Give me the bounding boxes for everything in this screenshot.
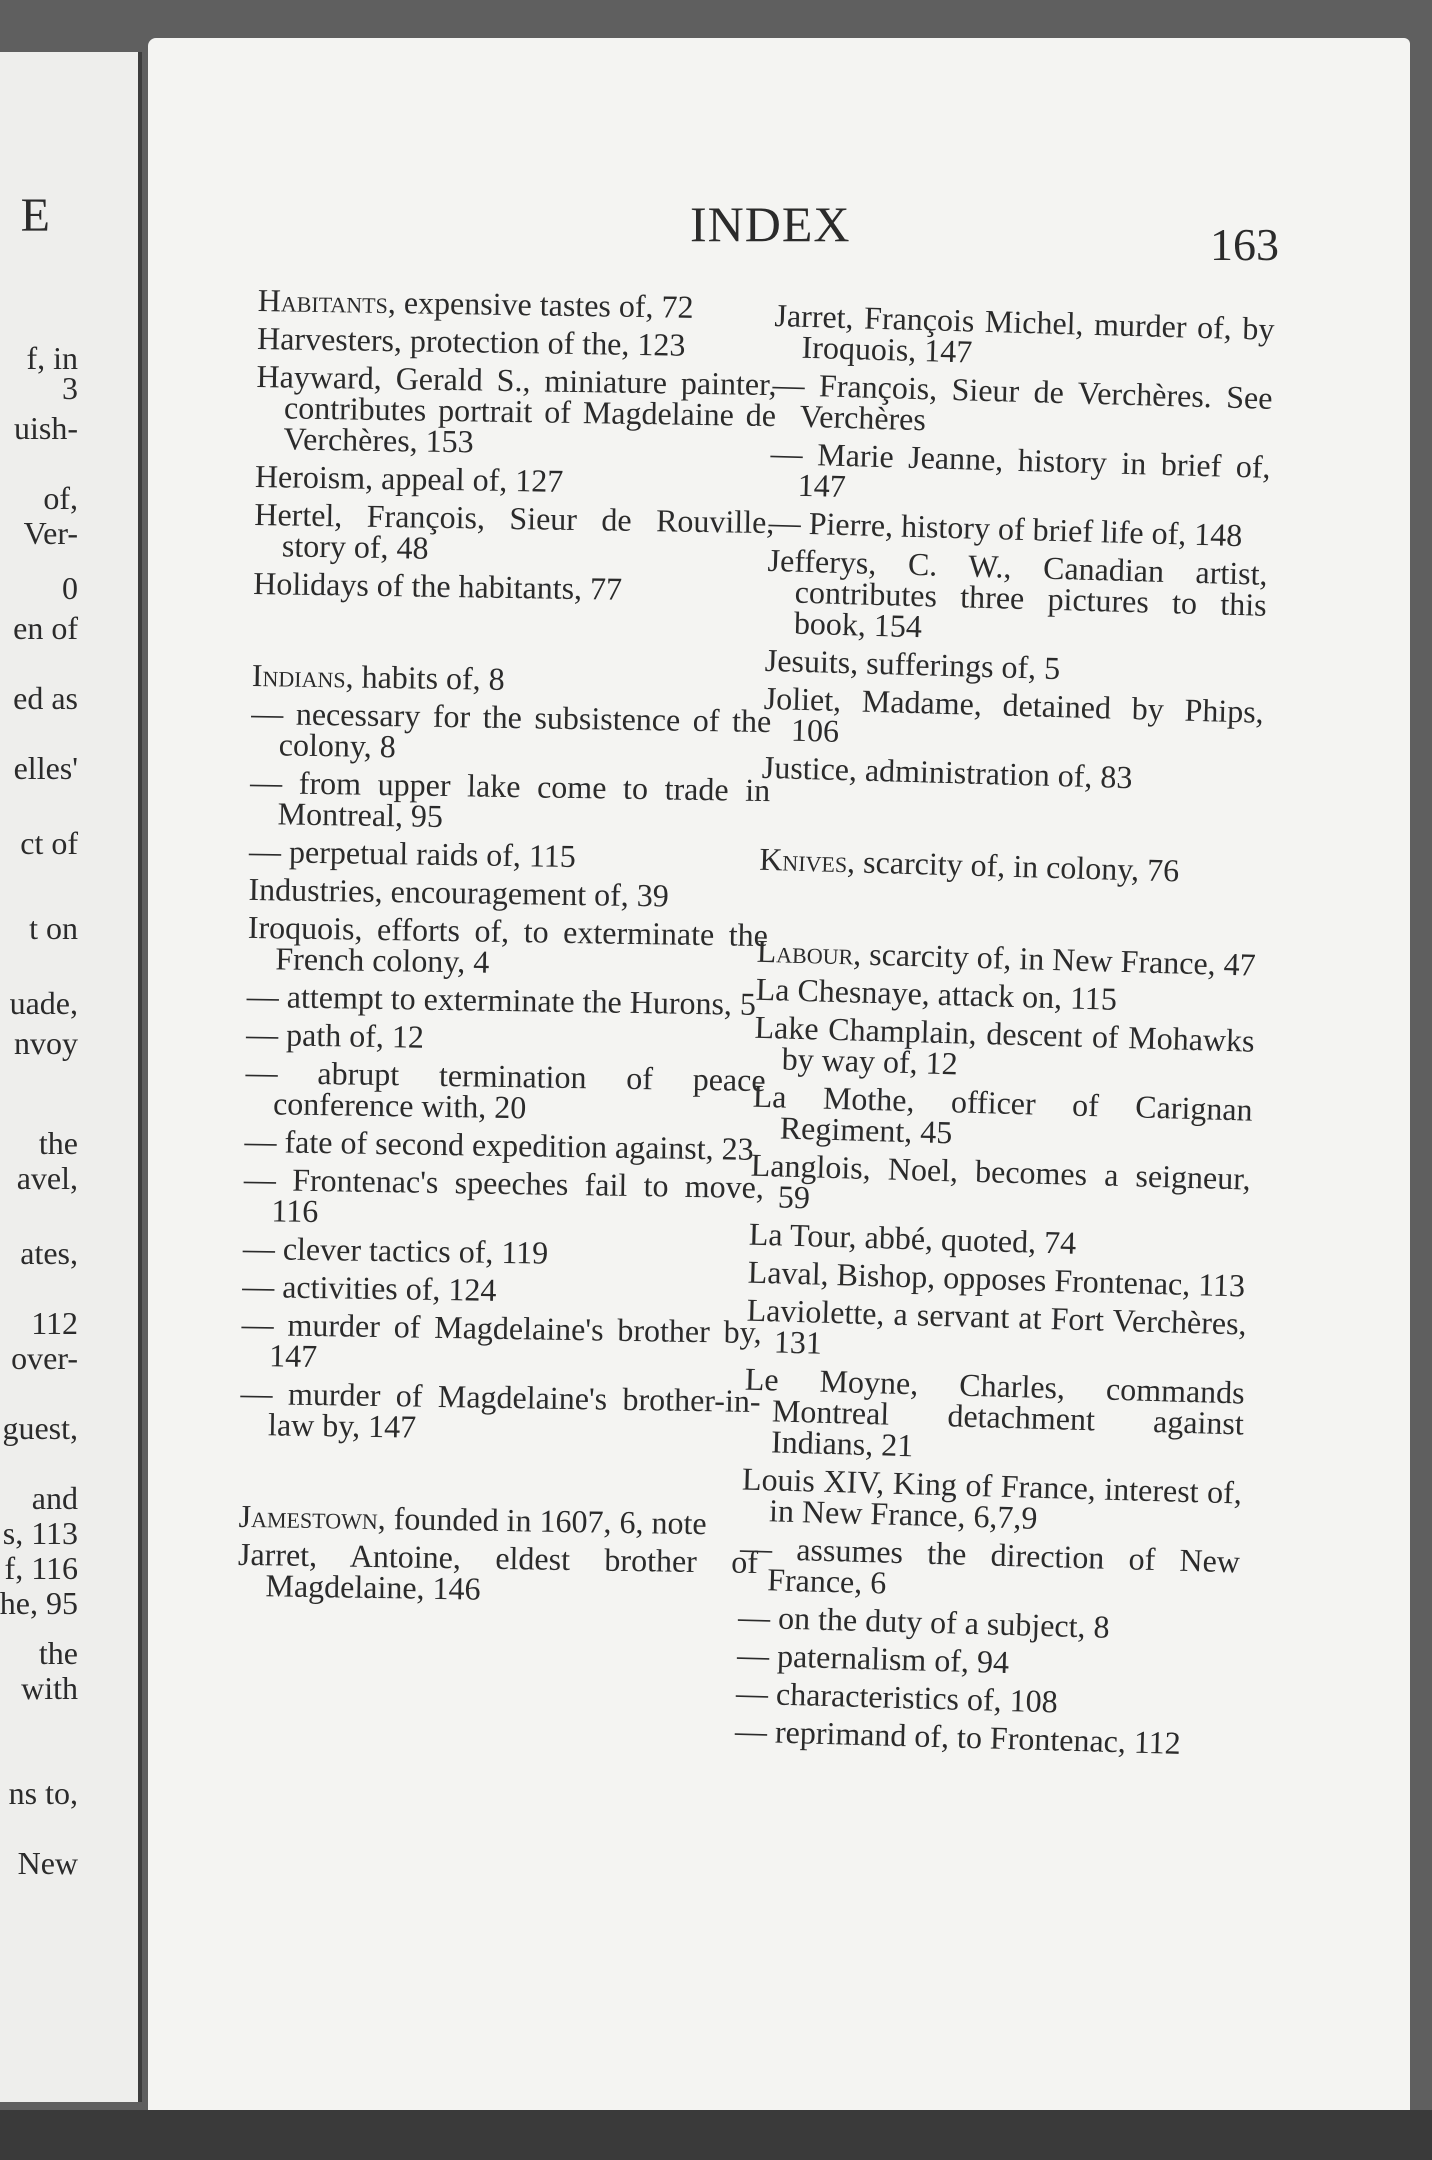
index-entry [750, 1146, 1252, 1226]
entry-text: — assumes the direction of New France, 6 [739, 1529, 1241, 1601]
entry-text: Louis XIV, King of France, interest of, in New France, 6,7,9 [741, 1460, 1243, 1536]
entry-text: Jesuits, sufferings of, 5 [764, 641, 1061, 687]
index-entry [248, 870, 768, 914]
entry-text: — abrupt termination of peace conference with, 20 [245, 1053, 766, 1126]
entry-heading: Jamestown, [238, 1497, 387, 1537]
entry-text: expensive tastes of, 72 [395, 284, 694, 325]
entry-text: Harvesters, protection of the, 123 [256, 319, 686, 363]
entry-text: Laviolette, a servant at Fort Verchères, 131 [746, 1291, 1248, 1361]
entry-text: — paternalism of, 94 [736, 1636, 1010, 1681]
entry-text: — necessary for the subsistence of the colony, 8 [250, 694, 772, 765]
left-page-fragment: the [38, 1125, 78, 1161]
entry-text: Hertel, François, Sieur de Rouville, story of, 48 [254, 495, 775, 566]
bottom-shadow [0, 2110, 1432, 2160]
index-entry [739, 1529, 1241, 1609]
index-entry [238, 1497, 758, 1542]
left-page-fragment: f, 116 [4, 1550, 78, 1586]
index-column-left [237, 282, 778, 1616]
entry-text: Jefferys, C. W., Canadian artist, contributes three pictures to this book, 154 [767, 541, 1269, 645]
entry-text: scarcity of, in colony, 76 [854, 843, 1180, 889]
index-entry [246, 977, 767, 1022]
left-page-fragment: ates, [20, 1235, 78, 1271]
index-entry [241, 1305, 762, 1379]
left-page-fragment: 3 [62, 370, 78, 406]
entry-text: — Marie Jeanne, history in brief of, 147 [770, 434, 1272, 505]
entry-text: La Tour, abbé, quoted, 74 [748, 1215, 1077, 1261]
left-page-fragment: t on [29, 910, 78, 946]
index-entry [243, 1160, 765, 1234]
index-entry [245, 1053, 766, 1127]
index-column-right [734, 297, 1275, 1767]
entry-text: Lake Champlain, descent of Mohawks by way of, 12 [754, 1008, 1256, 1082]
entry-text: Jarret, François Michel, murder of, by Iroquois, 147 [774, 297, 1275, 370]
index-entry [250, 694, 772, 768]
entry-text: Justice, administration of, 83 [761, 748, 1133, 796]
left-page-fragment: New [17, 1845, 78, 1881]
entry-text: Joliet, Madame, detained by Phips, 106 [763, 679, 1265, 749]
index-entry [766, 541, 1269, 652]
entry-text: — characteristics of, 108 [735, 1674, 1059, 1720]
index-entry [249, 763, 771, 837]
left-page-fragment: uish- [14, 410, 78, 446]
index-entry [734, 1712, 1236, 1761]
index-entry [745, 1291, 1248, 1371]
left-page-fragment: elles' [13, 750, 78, 786]
entry-text: scarcity of, in New France, 47 [860, 935, 1257, 983]
entry-text: — perpetual raids of, 115 [248, 832, 577, 875]
entry-heading: Knives, [758, 840, 856, 880]
left-page-fragment: s, 113 [2, 1515, 78, 1551]
index-entry [769, 434, 1272, 514]
left-page-fragment: avel, [16, 1160, 78, 1196]
left-page-fragment: Ver- [23, 515, 78, 551]
entry-text: Le Moyne, Charles, commands Montreal detachment against Indians, 21 [744, 1360, 1246, 1464]
left-page-fragment: 0 [62, 570, 78, 606]
left-page-fragment: ed as [13, 680, 78, 716]
entry-text: — activities of, 124 [241, 1267, 497, 1308]
index-entry [753, 1008, 1256, 1088]
entry-text: — murder of Magdelaine's brother-in-law by, 147 [240, 1374, 761, 1445]
index-entry [763, 679, 1265, 759]
entry-text: — murder of Magdelaine's brother by, 147 [241, 1305, 762, 1375]
entry-text: La Mothe, officer of Carignan Regiment, 45 [752, 1077, 1254, 1151]
left-page-fragment: ct of [20, 825, 78, 861]
index-entry [255, 357, 777, 462]
entry-text: — François, Sieur de Verchères. See Verchères [772, 365, 1273, 438]
left-page-fragment: he, 95 [0, 1585, 78, 1621]
index-entry [256, 319, 777, 363]
left-page-fragment: E [20, 189, 50, 242]
index-entry [242, 1229, 763, 1272]
entry-text: — path of, 12 [245, 1015, 425, 1055]
entry-text: — Frontenac's speeches fail to move, 116 [243, 1160, 765, 1230]
entry-text: Industries, encouragement of, 39 [248, 870, 670, 914]
entry-text: — on the duty of a subject, 8 [737, 1598, 1111, 1645]
index-entry [240, 1374, 761, 1448]
entry-text: founded in 1607, 6, note [385, 1500, 707, 1542]
left-page-fragment: with [21, 1670, 78, 1706]
entry-text: — fate of second expedition against, 23 [244, 1122, 754, 1167]
left-page-fragment: and [31, 1480, 78, 1516]
left-page-fragment: guest, [2, 1410, 78, 1446]
entry-text: Holidays of the habitants, 77 [253, 564, 623, 607]
entry-text: — from upper lake come to trade in Montreal, 95 [249, 763, 771, 834]
index-entry [248, 832, 769, 875]
entry-text: — Pierre, history of brief life of, 148 [768, 503, 1243, 554]
page-number: 163 [1210, 219, 1279, 270]
index-entry [254, 495, 775, 569]
entry-text: La Chesnaye, attack on, 115 [755, 970, 1118, 1017]
index-entry [245, 1015, 766, 1058]
entry-text: habits of, 8 [353, 658, 506, 697]
entry-text: — attempt to exterminate the Hurons, 5 [246, 977, 757, 1022]
left-page-fragment: ns to, [8, 1775, 78, 1811]
index-entry [743, 1360, 1246, 1471]
index-entry [253, 564, 773, 607]
entry-heading: Indians, [251, 656, 354, 695]
index-entry [244, 1122, 764, 1167]
left-page-fragment: nvoy [14, 1025, 78, 1061]
left-page-fragment: en of [13, 610, 78, 646]
entry-text: Heroism, appeal of, 127 [254, 457, 564, 499]
entry-heading: Labour, [756, 932, 862, 972]
left-page-fragment: of, [43, 480, 78, 516]
left-page-fragment: over- [11, 1340, 78, 1376]
left-page-fragment: uade, [9, 985, 78, 1021]
entry-text: — clever tactics of, 119 [242, 1229, 549, 1271]
index-entry [254, 457, 775, 500]
index-entry [241, 1267, 762, 1310]
left-page-fragment: f, in [26, 340, 78, 376]
entry-text: — reprimand of, to Frontenac, 112 [734, 1712, 1182, 1761]
page-title: INDEX [690, 196, 851, 252]
index-entry [741, 1460, 1243, 1540]
left-page-edge [0, 52, 142, 2102]
left-page-fragment: the [38, 1635, 78, 1671]
index-entry [771, 365, 1273, 445]
entry-text: Langlois, Noel, becomes a seigneur, 59 [750, 1146, 1252, 1216]
entry-heading: Habitants, [257, 282, 397, 321]
index-entry [761, 748, 1263, 797]
entry-text: Laval, Bishop, opposes Frontenac, 113 [747, 1253, 1246, 1304]
index-entry [751, 1077, 1254, 1157]
entry-text: Iroquois, efforts of, to exterminate the French colony, 4 [247, 908, 769, 980]
index-entry [247, 908, 769, 982]
index-entry [237, 1535, 759, 1609]
entry-text: Jarret, Antoine, eldest brother of Magdelaine, 146 [237, 1535, 759, 1607]
entry-text: Hayward, Gerald S., miniature painter, contributes portrait of Magdelaine de Verchères, 153 [256, 357, 777, 460]
index-entry [773, 297, 1275, 376]
left-page-fragment: 112 [31, 1305, 78, 1341]
